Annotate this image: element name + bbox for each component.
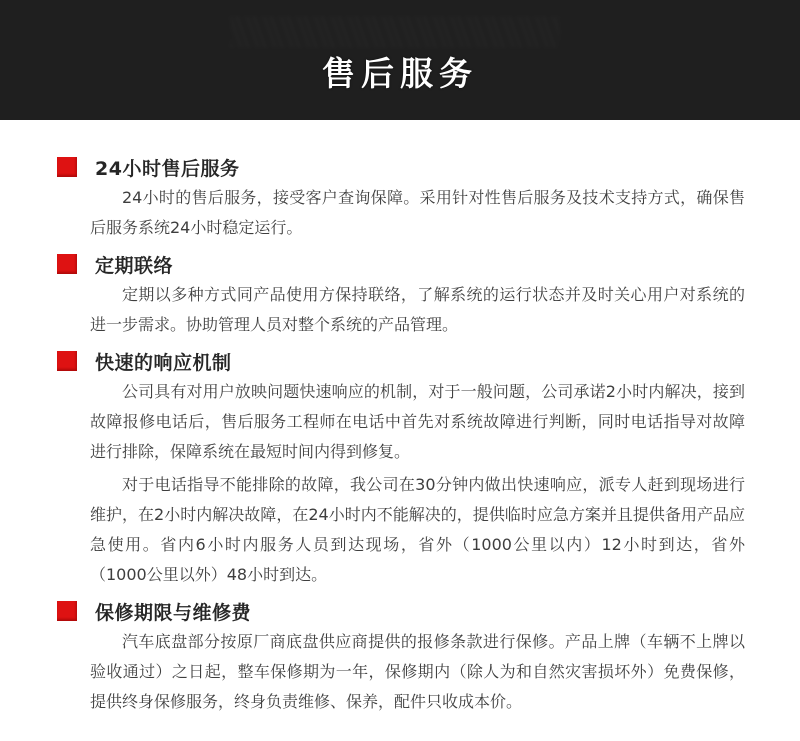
section-header [57,348,745,374]
red-square-icon [57,601,77,621]
section-header [57,598,745,624]
section-heading: 保修期限与维修费 [95,601,252,624]
red-square-icon [57,254,77,274]
section-regular-contact [57,251,745,340]
section-paragraph: 24小时的售后服务，接受客户查询保障。采用针对性售后服务及技术支持方式，确保售后服务系统24小时稳定运行。 [90,188,745,237]
page-banner [0,0,800,120]
page-title: 售后服务 [322,53,478,93]
section-paragraph: 定期以多种方式同产品使用方保持联络，了解系统的运行状态并及时关心用户对系统的进一步需求。协助管理人员对整个系统的产品管理。 [90,285,745,334]
red-square-icon [57,157,77,177]
section-paragraph: 汽车底盘部分按原厂商底盘供应商提供的报修条款进行保修。产品上牌（车辆不上牌以验收通过）之日起，整车保修期为一年，保修期内（除人为和自然灾害损坏外）免费保修，提供终身保修服务，终身负责维修、保养，配件只收成本价。 [90,632,745,711]
section-paragraph: 对于电话指导不能排除的故障，我公司在30分钟内做出快速响应，派专人赶到现场进行维护，在2小时内解决故障，在24小时内不能解决的，提供临时应急方案并且提供备用产品应急使用。省内6小时内服务人员到达现场，省外（1000公里以内）12小时到达，省外（1000公里以外）48小时到达。 [90,475,745,584]
watermark-smudge [230,16,560,48]
content-area [0,120,800,741]
section-fast-response [57,348,745,590]
section-paragraph: 公司具有对用户放映问题快速响应的机制，对于一般问题，公司承诺2小时内解决，接到故障报修电话后，售后服务工程师在电话中首先对系统故障进行判断，同时电话指导对故障进行排除，保障系统在最短时间内得到修复。 [90,382,745,461]
red-square-icon [57,351,77,371]
section-24h-service [57,154,745,243]
section-heading: 24小时售后服务 [95,157,240,180]
section-header [57,154,745,180]
section-heading: 快速的响应机制 [95,351,232,374]
section-heading: 定期联络 [95,254,174,277]
section-warranty [57,598,745,717]
section-header [57,251,745,277]
